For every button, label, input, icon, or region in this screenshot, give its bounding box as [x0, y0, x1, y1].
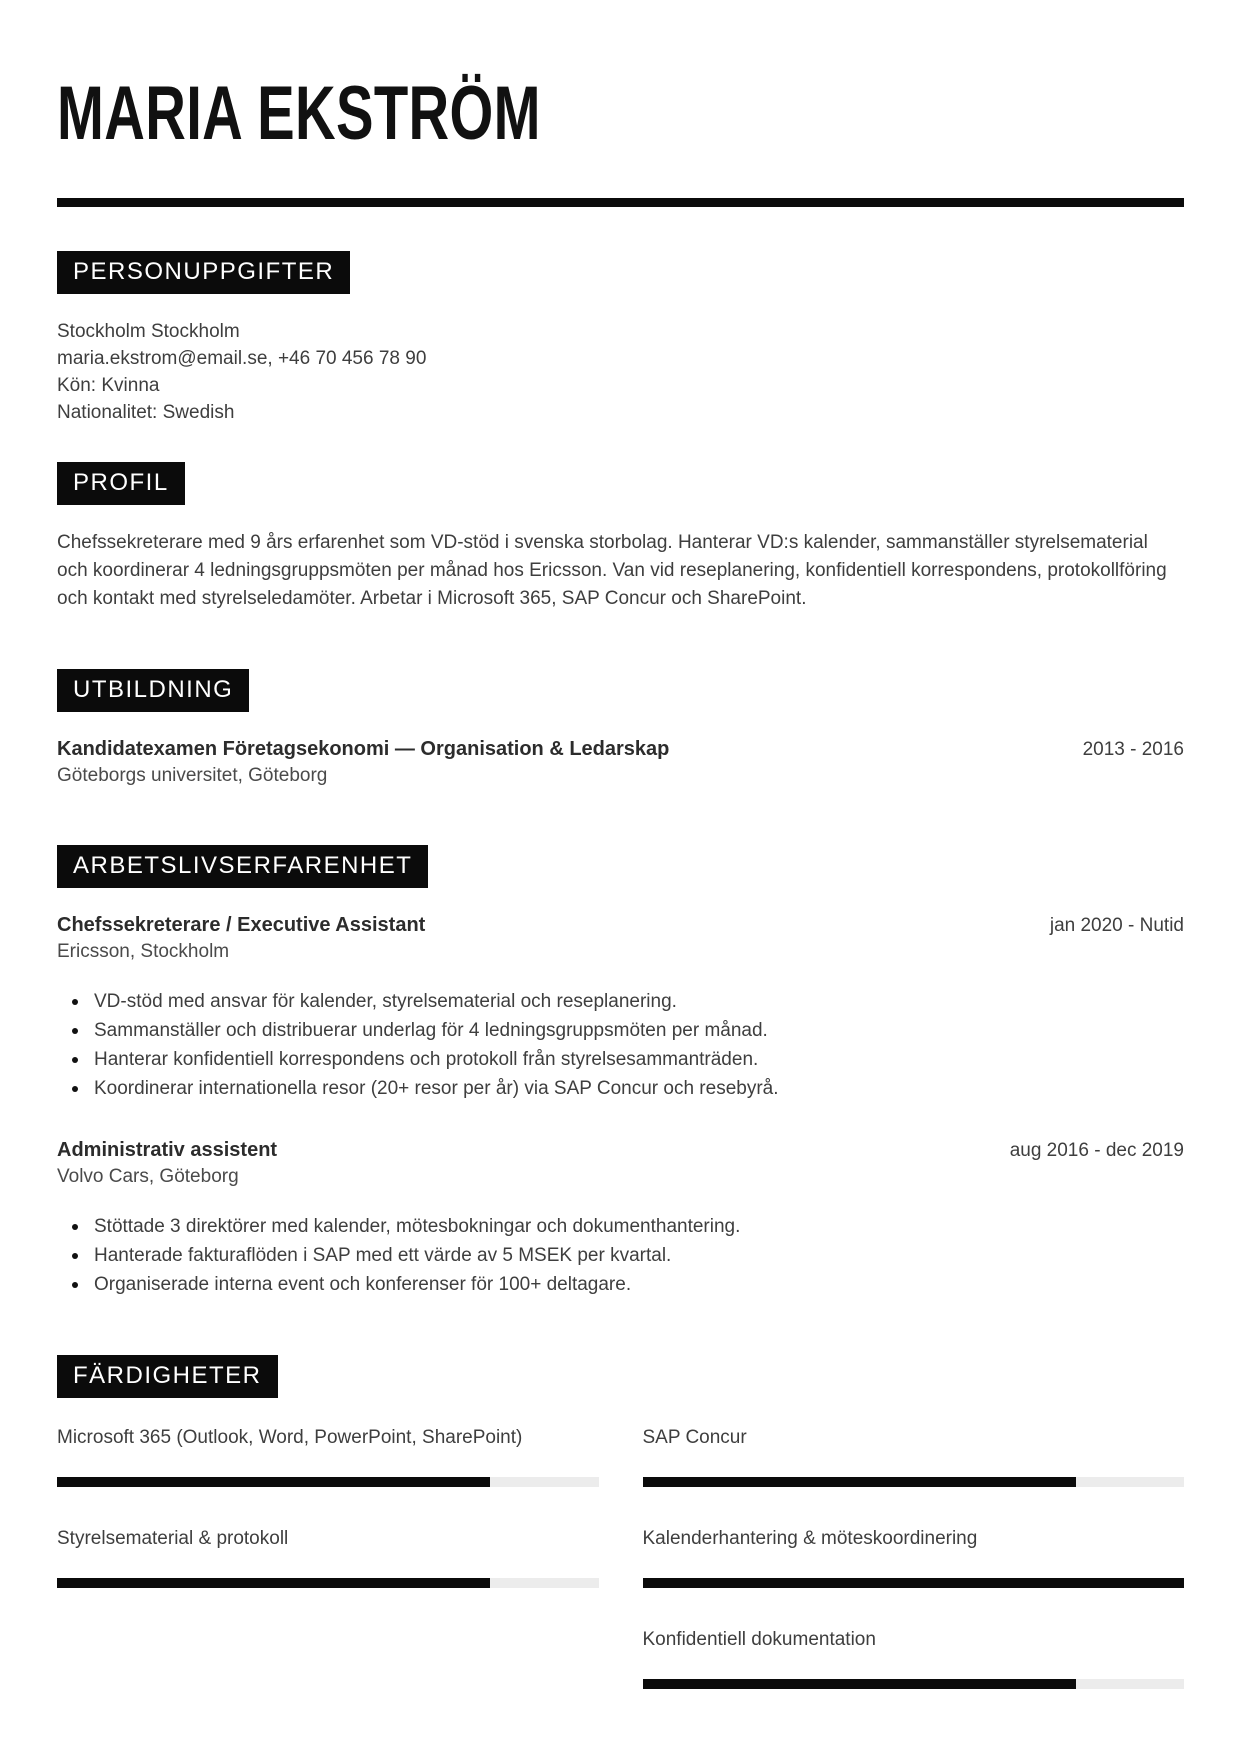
section-education	[57, 669, 1184, 789]
skill-label: Styrelsematerial & protokoll	[57, 1528, 289, 1549]
skill-konfidentiell-dokumentation	[643, 1626, 1185, 1689]
job-company: Ericsson, Stockholm	[57, 941, 230, 962]
job-dates: jan 2020 - Nutid	[1049, 915, 1184, 936]
job-title: Administrativ assistent	[57, 1139, 278, 1161]
skill-label: Microsoft 365 (Outlook, Word, PowerPoint, SharePoint)	[57, 1427, 523, 1448]
contact-email-phone: maria.ekstrom@email.se, +46 70 456 78 90	[57, 348, 427, 369]
job-bullet: Organiserade interna event och konferenser för 100+ deltagare.	[57, 1270, 1184, 1299]
section-personal	[57, 251, 1184, 426]
skill-styrelsematerial	[57, 1525, 599, 1588]
skills-column-left	[57, 1424, 599, 1727]
job-company: Volvo Cars, Göteborg	[57, 1166, 239, 1187]
skill-bar-track	[643, 1477, 1185, 1487]
skill-sap-concur	[643, 1424, 1185, 1487]
skill-bar-track	[57, 1477, 599, 1487]
skill-bar-fill	[643, 1477, 1076, 1487]
skill-microsoft-365	[57, 1424, 599, 1487]
contact-nationality: Nationalitet: Swedish	[57, 402, 235, 423]
section-heading-education: UTBILDNING	[57, 669, 249, 712]
skill-bar-fill	[57, 1477, 490, 1487]
education-entry	[57, 736, 1184, 789]
skill-bar-fill	[643, 1578, 1185, 1588]
job-bullet: Koordinerar internationella resor (20+ resor per år) via SAP Concur och resebyrå.	[57, 1074, 1184, 1103]
job-bullet-list	[57, 1212, 1184, 1299]
skills-grid	[57, 1424, 1184, 1727]
skill-label: Kalenderhantering & möteskoordinering	[642, 1528, 978, 1549]
section-profile	[57, 462, 1184, 613]
education-school: Göteborgs universitet, Göteborg	[57, 765, 328, 786]
skill-bar-track	[643, 1679, 1185, 1689]
contact-location: Stockholm Stockholm	[57, 321, 240, 342]
skill-label: SAP Concur	[642, 1427, 747, 1448]
skills-column-right	[643, 1424, 1185, 1727]
job-bullet: Sammanställer och distribuerar underlag för 4 ledningsgruppsmöten per månad.	[57, 1016, 1184, 1045]
skill-bar-track	[57, 1578, 599, 1588]
skill-bar-track	[643, 1578, 1185, 1588]
education-title: Kandidatexamen Företagsekonomi — Organisation & Ledarskap	[57, 738, 670, 760]
section-heading-experience: ARBETSLIVSERFARENHET	[57, 845, 428, 888]
skill-label: Konfidentiell dokumentation	[642, 1629, 876, 1650]
section-heading-profile: PROFIL	[57, 462, 185, 505]
job-title: Chefssekreterare / Executive Assistant	[57, 914, 426, 936]
experience-entry-ericsson	[57, 912, 1184, 1103]
job-dates: aug 2016 - dec 2019	[1009, 1140, 1184, 1161]
section-experience	[57, 845, 1184, 1299]
skill-bar-fill	[57, 1578, 490, 1588]
section-skills	[57, 1355, 1184, 1727]
job-bullet: Hanterade fakturaflöden i SAP med ett värde av 5 MSEK per kvartal.	[57, 1241, 1184, 1270]
candidate-name: MARIA EKSTRÖM	[57, 71, 541, 156]
job-bullet: VD-stöd med ansvar för kalender, styrelsematerial och reseplanering.	[57, 987, 1184, 1016]
section-heading-skills: FÄRDIGHETER	[57, 1355, 278, 1398]
header-divider	[57, 198, 1184, 207]
experience-entry-volvo	[57, 1137, 1184, 1299]
job-bullet-list	[57, 987, 1184, 1103]
education-dates: 2013 - 2016	[1082, 739, 1184, 760]
section-heading-personal: PERSONUPPGIFTER	[57, 251, 350, 294]
contact-gender: Kön: Kvinna	[57, 375, 160, 396]
skill-kalenderhantering	[643, 1525, 1185, 1588]
skill-bar-fill	[643, 1679, 1076, 1689]
job-bullet: Hanterar konfidentiell korrespondens och protokoll från styrelsesammanträden.	[57, 1045, 1184, 1074]
personal-details	[57, 318, 1184, 426]
profile-summary: Chefssekreterare med 9 års erfarenhet som VD-stöd i svenska storbolag. Hanterar VD:s kalender, sammanställer styrelsematerial och koordinerar 4 ledningsgruppsmöten per månad hos Ericsson. Van vid reseplanering, konfidentiell korrespondens, protokollföring och kontakt med styrelseledamöter. Arbetar i Microsoft 365, SAP Concur och SharePoint.	[57, 532, 1167, 609]
job-bullet: Stöttade 3 direktörer med kalender, mötesbokningar och dokumenthantering.	[57, 1212, 1184, 1241]
